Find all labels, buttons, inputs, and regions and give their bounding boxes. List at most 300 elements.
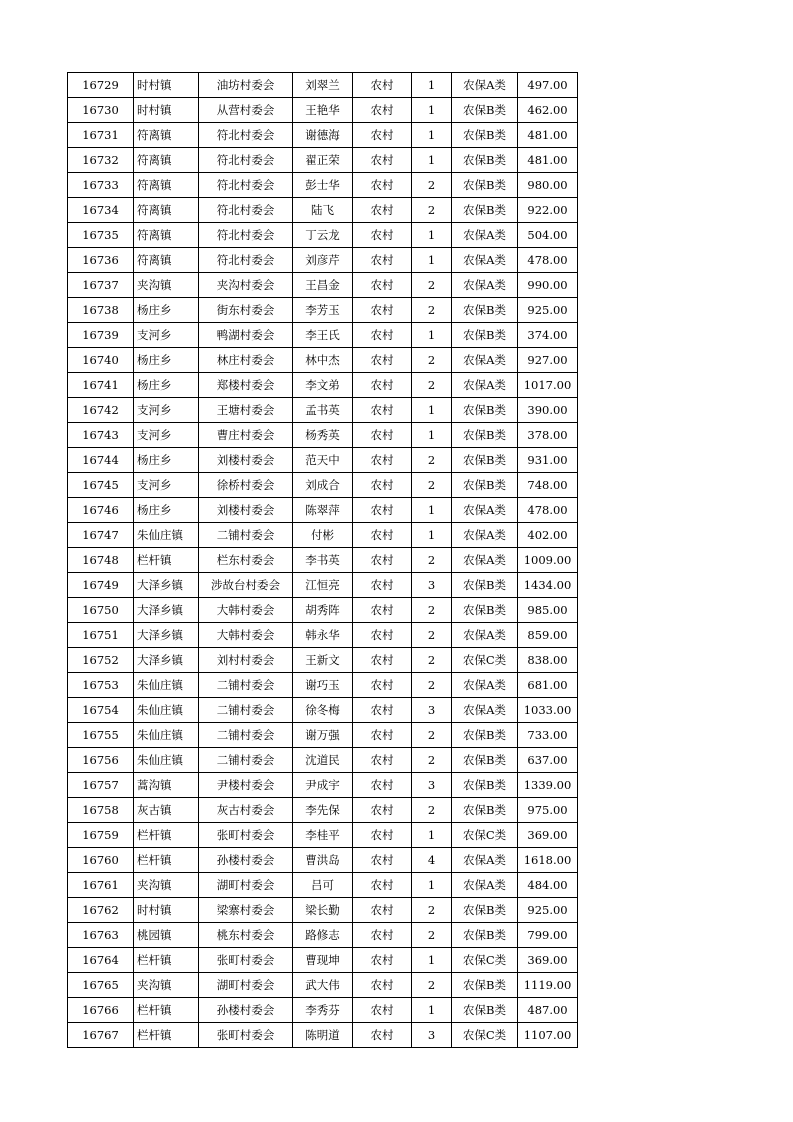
amount-cell: 1017.00 bbox=[518, 373, 578, 398]
village-cell: 夹沟村委会 bbox=[199, 273, 293, 298]
household-count-cell: 1 bbox=[412, 323, 452, 348]
town-cell: 杨庄乡 bbox=[134, 373, 199, 398]
town-cell: 栏杆镇 bbox=[134, 948, 199, 973]
area-type-cell: 农村 bbox=[353, 748, 412, 773]
area-type-cell: 农村 bbox=[353, 198, 412, 223]
amount-cell: 922.00 bbox=[518, 198, 578, 223]
record-id-cell: 16731 bbox=[68, 123, 134, 148]
person-name-cell: 杨秀英 bbox=[293, 423, 353, 448]
village-cell: 刘楼村委会 bbox=[199, 498, 293, 523]
person-name-cell: 王昌金 bbox=[293, 273, 353, 298]
record-id-cell: 16752 bbox=[68, 648, 134, 673]
category-cell: 农保A类 bbox=[452, 548, 518, 573]
category-cell: 农保B类 bbox=[452, 173, 518, 198]
household-count-cell: 1 bbox=[412, 873, 452, 898]
village-cell: 张町村委会 bbox=[199, 948, 293, 973]
table-row bbox=[68, 973, 578, 998]
person-name-cell: 刘成合 bbox=[293, 473, 353, 498]
record-id-cell: 16765 bbox=[68, 973, 134, 998]
person-name-cell: 王新文 bbox=[293, 648, 353, 673]
household-count-cell: 1 bbox=[412, 123, 452, 148]
table-row bbox=[68, 998, 578, 1023]
amount-cell: 799.00 bbox=[518, 923, 578, 948]
household-count-cell: 1 bbox=[412, 498, 452, 523]
household-count-cell: 2 bbox=[412, 648, 452, 673]
table-row bbox=[68, 773, 578, 798]
town-cell: 支河乡 bbox=[134, 323, 199, 348]
record-id-cell: 16759 bbox=[68, 823, 134, 848]
area-type-cell: 农村 bbox=[353, 98, 412, 123]
household-count-cell: 2 bbox=[412, 548, 452, 573]
table-row bbox=[68, 1023, 578, 1048]
record-id-cell: 16744 bbox=[68, 448, 134, 473]
category-cell: 农保A类 bbox=[452, 223, 518, 248]
amount-cell: 390.00 bbox=[518, 398, 578, 423]
household-count-cell: 1 bbox=[412, 223, 452, 248]
area-type-cell: 农村 bbox=[353, 823, 412, 848]
record-id-cell: 16729 bbox=[68, 73, 134, 98]
village-cell: 二铺村委会 bbox=[199, 723, 293, 748]
town-cell: 夹沟镇 bbox=[134, 973, 199, 998]
town-cell: 桃园镇 bbox=[134, 923, 199, 948]
category-cell: 农保B类 bbox=[452, 798, 518, 823]
person-name-cell: 韩永华 bbox=[293, 623, 353, 648]
household-count-cell: 2 bbox=[412, 623, 452, 648]
category-cell: 农保B类 bbox=[452, 448, 518, 473]
record-id-cell: 16758 bbox=[68, 798, 134, 823]
household-count-cell: 2 bbox=[412, 173, 452, 198]
table-row bbox=[68, 598, 578, 623]
area-type-cell: 农村 bbox=[353, 273, 412, 298]
area-type-cell: 农村 bbox=[353, 848, 412, 873]
table-row bbox=[68, 923, 578, 948]
person-name-cell: 刘彦芹 bbox=[293, 248, 353, 273]
category-cell: 农保A类 bbox=[452, 73, 518, 98]
record-id-cell: 16734 bbox=[68, 198, 134, 223]
amount-cell: 925.00 bbox=[518, 298, 578, 323]
record-id-cell: 16741 bbox=[68, 373, 134, 398]
area-type-cell: 农村 bbox=[353, 873, 412, 898]
table-row bbox=[68, 848, 578, 873]
amount-cell: 859.00 bbox=[518, 623, 578, 648]
household-count-cell: 4 bbox=[412, 848, 452, 873]
table-row bbox=[68, 823, 578, 848]
category-cell: 农保A类 bbox=[452, 248, 518, 273]
amount-cell: 1339.00 bbox=[518, 773, 578, 798]
town-cell: 杨庄乡 bbox=[134, 498, 199, 523]
area-type-cell: 农村 bbox=[353, 223, 412, 248]
town-cell: 支河乡 bbox=[134, 423, 199, 448]
village-cell: 大韩村委会 bbox=[199, 598, 293, 623]
area-type-cell: 农村 bbox=[353, 123, 412, 148]
area-type-cell: 农村 bbox=[353, 398, 412, 423]
area-type-cell: 农村 bbox=[353, 423, 412, 448]
area-type-cell: 农村 bbox=[353, 73, 412, 98]
table-row bbox=[68, 473, 578, 498]
town-cell: 朱仙庄镇 bbox=[134, 723, 199, 748]
table-row bbox=[68, 448, 578, 473]
person-name-cell: 胡秀阵 bbox=[293, 598, 353, 623]
table-row bbox=[68, 98, 578, 123]
village-cell: 符北村委会 bbox=[199, 223, 293, 248]
person-name-cell: 李先保 bbox=[293, 798, 353, 823]
household-count-cell: 2 bbox=[412, 473, 452, 498]
area-type-cell: 农村 bbox=[353, 148, 412, 173]
category-cell: 农保B类 bbox=[452, 148, 518, 173]
town-cell: 蒿沟镇 bbox=[134, 773, 199, 798]
amount-cell: 748.00 bbox=[518, 473, 578, 498]
table-row bbox=[68, 248, 578, 273]
town-cell: 符离镇 bbox=[134, 173, 199, 198]
town-cell: 时村镇 bbox=[134, 73, 199, 98]
village-cell: 林庄村委会 bbox=[199, 348, 293, 373]
person-name-cell: 吕可 bbox=[293, 873, 353, 898]
town-cell: 朱仙庄镇 bbox=[134, 748, 199, 773]
record-id-cell: 16750 bbox=[68, 598, 134, 623]
village-cell: 郑楼村委会 bbox=[199, 373, 293, 398]
area-type-cell: 农村 bbox=[353, 448, 412, 473]
area-type-cell: 农村 bbox=[353, 498, 412, 523]
table-row bbox=[68, 948, 578, 973]
village-cell: 油坊村委会 bbox=[199, 73, 293, 98]
record-id-cell: 16737 bbox=[68, 273, 134, 298]
amount-cell: 462.00 bbox=[518, 98, 578, 123]
table-row bbox=[68, 723, 578, 748]
town-cell: 大泽乡镇 bbox=[134, 598, 199, 623]
household-count-cell: 2 bbox=[412, 973, 452, 998]
category-cell: 农保B类 bbox=[452, 923, 518, 948]
town-cell: 时村镇 bbox=[134, 98, 199, 123]
record-id-cell: 16748 bbox=[68, 548, 134, 573]
person-name-cell: 李王氏 bbox=[293, 323, 353, 348]
person-name-cell: 江恒亮 bbox=[293, 573, 353, 598]
table-row bbox=[68, 648, 578, 673]
person-name-cell: 翟正荣 bbox=[293, 148, 353, 173]
table-row bbox=[68, 323, 578, 348]
amount-cell: 990.00 bbox=[518, 273, 578, 298]
household-count-cell: 3 bbox=[412, 1023, 452, 1048]
category-cell: 农保B类 bbox=[452, 573, 518, 598]
record-id-cell: 16762 bbox=[68, 898, 134, 923]
table-row bbox=[68, 398, 578, 423]
town-cell: 大泽乡镇 bbox=[134, 648, 199, 673]
amount-cell: 481.00 bbox=[518, 123, 578, 148]
person-name-cell: 李书英 bbox=[293, 548, 353, 573]
category-cell: 农保A类 bbox=[452, 623, 518, 648]
household-count-cell: 2 bbox=[412, 198, 452, 223]
town-cell: 支河乡 bbox=[134, 398, 199, 423]
village-cell: 孙楼村委会 bbox=[199, 998, 293, 1023]
area-type-cell: 农村 bbox=[353, 798, 412, 823]
category-cell: 农保A类 bbox=[452, 848, 518, 873]
household-count-cell: 2 bbox=[412, 598, 452, 623]
town-cell: 支河乡 bbox=[134, 473, 199, 498]
person-name-cell: 李芳玉 bbox=[293, 298, 353, 323]
amount-cell: 478.00 bbox=[518, 498, 578, 523]
category-cell: 农保C类 bbox=[452, 823, 518, 848]
area-type-cell: 农村 bbox=[353, 923, 412, 948]
person-name-cell: 谢德海 bbox=[293, 123, 353, 148]
town-cell: 符离镇 bbox=[134, 198, 199, 223]
record-id-cell: 16766 bbox=[68, 998, 134, 1023]
household-count-cell: 2 bbox=[412, 448, 452, 473]
person-name-cell: 丁云龙 bbox=[293, 223, 353, 248]
table-row bbox=[68, 198, 578, 223]
village-cell: 涉故台村委会 bbox=[199, 573, 293, 598]
amount-cell: 369.00 bbox=[518, 823, 578, 848]
household-count-cell: 1 bbox=[412, 248, 452, 273]
household-count-cell: 2 bbox=[412, 898, 452, 923]
record-id-cell: 16751 bbox=[68, 623, 134, 648]
town-cell: 朱仙庄镇 bbox=[134, 523, 199, 548]
town-cell: 杨庄乡 bbox=[134, 448, 199, 473]
person-name-cell: 李秀芬 bbox=[293, 998, 353, 1023]
town-cell: 夹沟镇 bbox=[134, 873, 199, 898]
person-name-cell: 路修志 bbox=[293, 923, 353, 948]
household-count-cell: 1 bbox=[412, 948, 452, 973]
table-row bbox=[68, 573, 578, 598]
amount-cell: 927.00 bbox=[518, 348, 578, 373]
table-row bbox=[68, 673, 578, 698]
town-cell: 符离镇 bbox=[134, 223, 199, 248]
table-row bbox=[68, 298, 578, 323]
area-type-cell: 农村 bbox=[353, 698, 412, 723]
table-row bbox=[68, 748, 578, 773]
area-type-cell: 农村 bbox=[353, 298, 412, 323]
category-cell: 农保B类 bbox=[452, 773, 518, 798]
record-id-cell: 16753 bbox=[68, 673, 134, 698]
table-row bbox=[68, 623, 578, 648]
record-id-cell: 16730 bbox=[68, 98, 134, 123]
record-id-cell: 16764 bbox=[68, 948, 134, 973]
village-cell: 街东村委会 bbox=[199, 298, 293, 323]
record-id-cell: 16735 bbox=[68, 223, 134, 248]
area-type-cell: 农村 bbox=[353, 723, 412, 748]
village-cell: 大韩村委会 bbox=[199, 623, 293, 648]
town-cell: 灰古镇 bbox=[134, 798, 199, 823]
town-cell: 大泽乡镇 bbox=[134, 573, 199, 598]
category-cell: 农保B类 bbox=[452, 973, 518, 998]
person-name-cell: 付彬 bbox=[293, 523, 353, 548]
person-name-cell: 沈道民 bbox=[293, 748, 353, 773]
person-name-cell: 王艳华 bbox=[293, 98, 353, 123]
household-count-cell: 2 bbox=[412, 673, 452, 698]
record-id-cell: 16761 bbox=[68, 873, 134, 898]
town-cell: 栏杆镇 bbox=[134, 998, 199, 1023]
household-count-cell: 1 bbox=[412, 148, 452, 173]
amount-cell: 1434.00 bbox=[518, 573, 578, 598]
village-cell: 二铺村委会 bbox=[199, 698, 293, 723]
town-cell: 大泽乡镇 bbox=[134, 623, 199, 648]
area-type-cell: 农村 bbox=[353, 523, 412, 548]
category-cell: 农保B类 bbox=[452, 473, 518, 498]
village-cell: 二铺村委会 bbox=[199, 748, 293, 773]
data-table bbox=[67, 72, 578, 1048]
person-name-cell: 曹现坤 bbox=[293, 948, 353, 973]
household-count-cell: 1 bbox=[412, 523, 452, 548]
record-id-cell: 16738 bbox=[68, 298, 134, 323]
amount-cell: 838.00 bbox=[518, 648, 578, 673]
household-count-cell: 3 bbox=[412, 773, 452, 798]
amount-cell: 481.00 bbox=[518, 148, 578, 173]
table-row bbox=[68, 348, 578, 373]
amount-cell: 369.00 bbox=[518, 948, 578, 973]
area-type-cell: 农村 bbox=[353, 373, 412, 398]
household-count-cell: 2 bbox=[412, 723, 452, 748]
amount-cell: 402.00 bbox=[518, 523, 578, 548]
village-cell: 曹庄村委会 bbox=[199, 423, 293, 448]
category-cell: 农保B类 bbox=[452, 723, 518, 748]
table-row bbox=[68, 523, 578, 548]
table-row bbox=[68, 148, 578, 173]
category-cell: 农保B类 bbox=[452, 423, 518, 448]
record-id-cell: 16755 bbox=[68, 723, 134, 748]
area-type-cell: 农村 bbox=[353, 648, 412, 673]
household-count-cell: 2 bbox=[412, 798, 452, 823]
amount-cell: 1009.00 bbox=[518, 548, 578, 573]
table-row bbox=[68, 423, 578, 448]
town-cell: 符离镇 bbox=[134, 148, 199, 173]
table-row bbox=[68, 223, 578, 248]
town-cell: 栏杆镇 bbox=[134, 1023, 199, 1048]
category-cell: 农保B类 bbox=[452, 748, 518, 773]
town-cell: 符离镇 bbox=[134, 123, 199, 148]
village-cell: 张町村委会 bbox=[199, 823, 293, 848]
amount-cell: 925.00 bbox=[518, 898, 578, 923]
category-cell: 农保C类 bbox=[452, 948, 518, 973]
table-body bbox=[68, 73, 578, 1048]
area-type-cell: 农村 bbox=[353, 248, 412, 273]
town-cell: 栏杆镇 bbox=[134, 823, 199, 848]
area-type-cell: 农村 bbox=[353, 548, 412, 573]
village-cell: 符北村委会 bbox=[199, 148, 293, 173]
amount-cell: 1119.00 bbox=[518, 973, 578, 998]
village-cell: 从营村委会 bbox=[199, 98, 293, 123]
area-type-cell: 农村 bbox=[353, 623, 412, 648]
household-count-cell: 2 bbox=[412, 748, 452, 773]
person-name-cell: 陈明道 bbox=[293, 1023, 353, 1048]
town-cell: 栏杆镇 bbox=[134, 548, 199, 573]
amount-cell: 1107.00 bbox=[518, 1023, 578, 1048]
amount-cell: 1033.00 bbox=[518, 698, 578, 723]
category-cell: 农保B类 bbox=[452, 398, 518, 423]
record-id-cell: 16747 bbox=[68, 523, 134, 548]
area-type-cell: 农村 bbox=[353, 323, 412, 348]
table-row bbox=[68, 798, 578, 823]
person-name-cell: 刘翠兰 bbox=[293, 73, 353, 98]
person-name-cell: 陈翠萍 bbox=[293, 498, 353, 523]
town-cell: 时村镇 bbox=[134, 898, 199, 923]
category-cell: 农保A类 bbox=[452, 873, 518, 898]
category-cell: 农保A类 bbox=[452, 498, 518, 523]
record-id-cell: 16756 bbox=[68, 748, 134, 773]
area-type-cell: 农村 bbox=[353, 173, 412, 198]
category-cell: 农保B类 bbox=[452, 898, 518, 923]
village-cell: 刘村村委会 bbox=[199, 648, 293, 673]
village-cell: 符北村委会 bbox=[199, 198, 293, 223]
village-cell: 符北村委会 bbox=[199, 248, 293, 273]
household-count-cell: 3 bbox=[412, 698, 452, 723]
household-count-cell: 2 bbox=[412, 273, 452, 298]
amount-cell: 484.00 bbox=[518, 873, 578, 898]
amount-cell: 487.00 bbox=[518, 998, 578, 1023]
village-cell: 梁寨村委会 bbox=[199, 898, 293, 923]
record-id-cell: 16760 bbox=[68, 848, 134, 873]
record-id-cell: 16743 bbox=[68, 423, 134, 448]
category-cell: 农保B类 bbox=[452, 323, 518, 348]
town-cell: 杨庄乡 bbox=[134, 348, 199, 373]
area-type-cell: 农村 bbox=[353, 573, 412, 598]
town-cell: 夹沟镇 bbox=[134, 273, 199, 298]
village-cell: 二铺村委会 bbox=[199, 673, 293, 698]
record-id-cell: 16754 bbox=[68, 698, 134, 723]
amount-cell: 733.00 bbox=[518, 723, 578, 748]
village-cell: 二铺村委会 bbox=[199, 523, 293, 548]
record-id-cell: 16740 bbox=[68, 348, 134, 373]
record-id-cell: 16749 bbox=[68, 573, 134, 598]
table-row bbox=[68, 498, 578, 523]
village-cell: 栏东村委会 bbox=[199, 548, 293, 573]
household-count-cell: 1 bbox=[412, 823, 452, 848]
table-row bbox=[68, 273, 578, 298]
category-cell: 农保A类 bbox=[452, 373, 518, 398]
area-type-cell: 农村 bbox=[353, 673, 412, 698]
household-count-cell: 2 bbox=[412, 373, 452, 398]
category-cell: 农保B类 bbox=[452, 598, 518, 623]
record-id-cell: 16763 bbox=[68, 923, 134, 948]
table-row bbox=[68, 373, 578, 398]
village-cell: 湖町村委会 bbox=[199, 873, 293, 898]
village-cell: 孙楼村委会 bbox=[199, 848, 293, 873]
record-id-cell: 16746 bbox=[68, 498, 134, 523]
village-cell: 符北村委会 bbox=[199, 123, 293, 148]
household-count-cell: 1 bbox=[412, 423, 452, 448]
person-name-cell: 范天中 bbox=[293, 448, 353, 473]
record-id-cell: 16732 bbox=[68, 148, 134, 173]
category-cell: 农保B类 bbox=[452, 123, 518, 148]
person-name-cell: 徐冬梅 bbox=[293, 698, 353, 723]
household-count-cell: 1 bbox=[412, 73, 452, 98]
area-type-cell: 农村 bbox=[353, 998, 412, 1023]
town-cell: 符离镇 bbox=[134, 248, 199, 273]
record-id-cell: 16739 bbox=[68, 323, 134, 348]
amount-cell: 637.00 bbox=[518, 748, 578, 773]
household-count-cell: 2 bbox=[412, 298, 452, 323]
person-name-cell: 梁长勤 bbox=[293, 898, 353, 923]
category-cell: 农保B类 bbox=[452, 998, 518, 1023]
village-cell: 刘楼村委会 bbox=[199, 448, 293, 473]
amount-cell: 504.00 bbox=[518, 223, 578, 248]
person-name-cell: 孟书英 bbox=[293, 398, 353, 423]
category-cell: 农保C类 bbox=[452, 1023, 518, 1048]
category-cell: 农保A类 bbox=[452, 698, 518, 723]
area-type-cell: 农村 bbox=[353, 948, 412, 973]
area-type-cell: 农村 bbox=[353, 773, 412, 798]
area-type-cell: 农村 bbox=[353, 1023, 412, 1048]
amount-cell: 975.00 bbox=[518, 798, 578, 823]
area-type-cell: 农村 bbox=[353, 898, 412, 923]
category-cell: 农保A类 bbox=[452, 348, 518, 373]
category-cell: 农保A类 bbox=[452, 673, 518, 698]
household-count-cell: 1 bbox=[412, 98, 452, 123]
person-name-cell: 彭士华 bbox=[293, 173, 353, 198]
record-id-cell: 16757 bbox=[68, 773, 134, 798]
area-type-cell: 农村 bbox=[353, 973, 412, 998]
table-row bbox=[68, 898, 578, 923]
household-count-cell: 1 bbox=[412, 398, 452, 423]
town-cell: 杨庄乡 bbox=[134, 298, 199, 323]
amount-cell: 985.00 bbox=[518, 598, 578, 623]
